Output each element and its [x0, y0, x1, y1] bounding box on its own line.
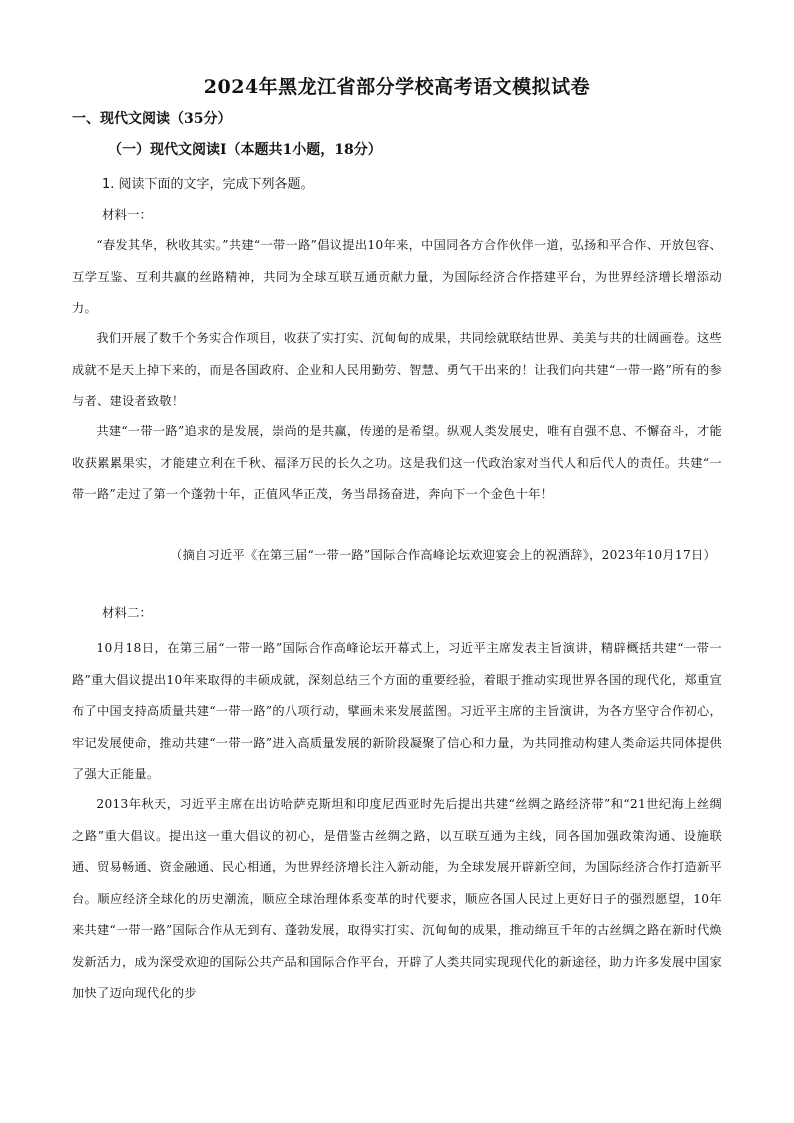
- section-heading: 一、现代文阅读（35分）: [72, 111, 232, 127]
- material-two-label: 材料二：: [102, 605, 153, 620]
- material-two-paragraph-1: 10月18日，在第三届“一带一路”国际合作高峰论坛开幕式上，习近平主席发表主旨演讲，精辟概括共建“一带一路”重大倡议提出10年来取得的丰硕成就，深刻总结三个方面的重要经验，着眼于推动实现世界各国的现代化，郑重宣布了中国支持高质量共建“一带一路”的八项行动，擘画未来发展蓝图。习近平主席的主旨演讲，为各方坚守合作初心，牢记发展使命，推动共建“一带一路”进入高质量发展的新阶段凝聚了信心和力量，为共同推动构建人类命运共同体提供了强大正能量。: [72, 641, 722, 781]
- question-prompt: 1. 阅读下面的文字，完成下列各题。: [102, 177, 314, 192]
- material-one-label: 材料一：: [102, 207, 153, 222]
- exam-title: 2024年黑龙江省部分学校高考语文模拟试卷: [203, 76, 591, 98]
- material-one-paragraph-3: 共建“一带一路”追求的是发展，崇尚的是共赢，传递的是希望。纵观人类发展史，唯有自强不息、不懈奋斗，才能收获累累果实，才能建立利在千秋、福泽万民的长久之功。这是我们这一代政治家对当代人和后代人的责任。共建“一带一路”走过了第一个蓬勃十年，正值风华正茂，务当昂扬奋进，奔向下一个金色十年！: [72, 424, 722, 501]
- subsection-heading: （一）现代文阅读Ⅰ（本题共1小题，18分）: [108, 142, 382, 158]
- material-two-paragraph-2: 2013年秋天，习近平主席在出访哈萨克斯坦和印度尼西亚时先后提出共建“丝绸之路经济带”和“21世纪海上丝绸之路”重大倡议。提出这一重大倡议的初心，是借鉴古丝绸之路，以互联互通为主线，同各国加强政策沟通、设施联通、贸易畅通、资金融通、民心相通，为世界经济增长注入新动能，为全球发展开辟新空间，为国际经济合作打造新平台。顺应经济全球化的历史潮流，顺应全球治理体系变革的时代要求，顺应各国人民过上更好日子的强烈愿望，10年来共建“一带一路”国际合作从无到有、蓬勃发展，取得实打实、沉甸甸的成果，推动绵亘千年的古丝绸之路在新时代焕发新活力，成为深受欢迎的国际公共产品和国际合作平台，开辟了人类共同实现现代化的新途径，助力许多发展中国家加快了迈向现代化的步: [72, 797, 722, 1000]
- material-one-paragraph-2: 我们开展了数千个务实合作项目，收获了实打实、沉甸甸的成果，共同绘就联结世界、美美与共的壮阔画卷。这些成就不是天上掉下来的，而是各国政府、企业和人民用勤劳、智慧、勇气干出来的！让我们向共建“一带一路”所有的参与者、建设者致敬！: [72, 331, 722, 408]
- material-one-source: （摘自习近平《在第三届“一带一路”国际合作高峰论坛欢迎宴会上的祝酒辞》，2023年10月17日）: [170, 548, 716, 562]
- material-one-paragraph-1: “春发其华，秋收其实。”共建“一带一路”倡议提出10年来，中国同各方合作伙伴一道，弘扬和平合作、开放包容、互学互鉴、互利共赢的丝路精神，共同为全球互联互通贡献力量，为国际经济合作搭建平台，为世界经济增长增添动力。: [72, 238, 722, 315]
